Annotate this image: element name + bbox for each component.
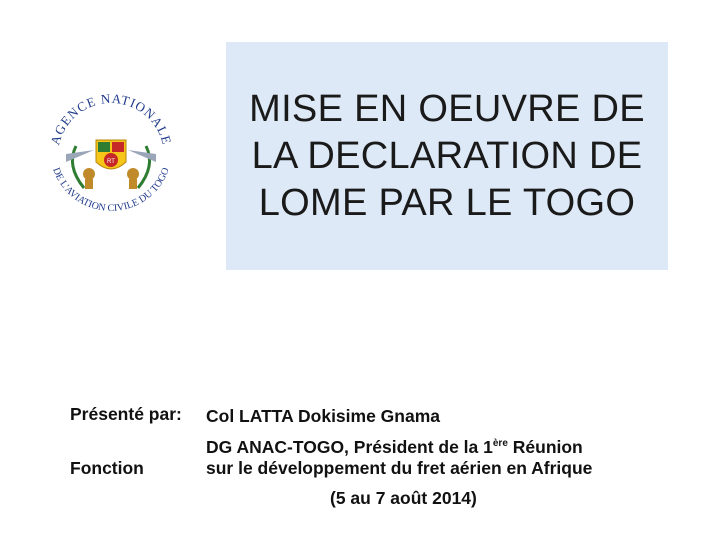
title-box (226, 42, 668, 270)
title-line-3: LOME PAR LE TOGO (258, 181, 636, 224)
event-dates: (5 au 7 août 2014) (330, 488, 477, 508)
presenter-row (70, 402, 690, 426)
title-line-1: MISE EN OEUVRE DE (249, 87, 645, 130)
presenter-name: Col LATTA Dokisime Gnama (206, 406, 441, 426)
function-line-1-superscript: ère (492, 438, 508, 449)
anac-togo-seal-icon (36, 76, 186, 226)
seal-bottom-text: DE L'AVIATION CIVILE DU TOGO (50, 166, 172, 215)
slide-title (249, 86, 645, 227)
presenter-block (70, 402, 690, 478)
title-line-2: LA DECLARATION DE (251, 134, 643, 177)
seal-top-text: AGENCE NATIONALE (47, 90, 175, 147)
seal-emblem-text: RT (107, 159, 115, 165)
function-label: Fonction (70, 458, 144, 478)
function-line-1-text: DG ANAC-TOGO, Président de la 1 (206, 437, 493, 457)
function-value (206, 432, 592, 480)
function-line-1 (206, 432, 592, 456)
agency-logo (36, 76, 186, 226)
function-line-2: sur le développement du fret aérien en Afrique (206, 458, 593, 478)
presenter-label: Présenté par: (70, 404, 182, 424)
function-line-1-suffix: Réunion (507, 437, 583, 457)
